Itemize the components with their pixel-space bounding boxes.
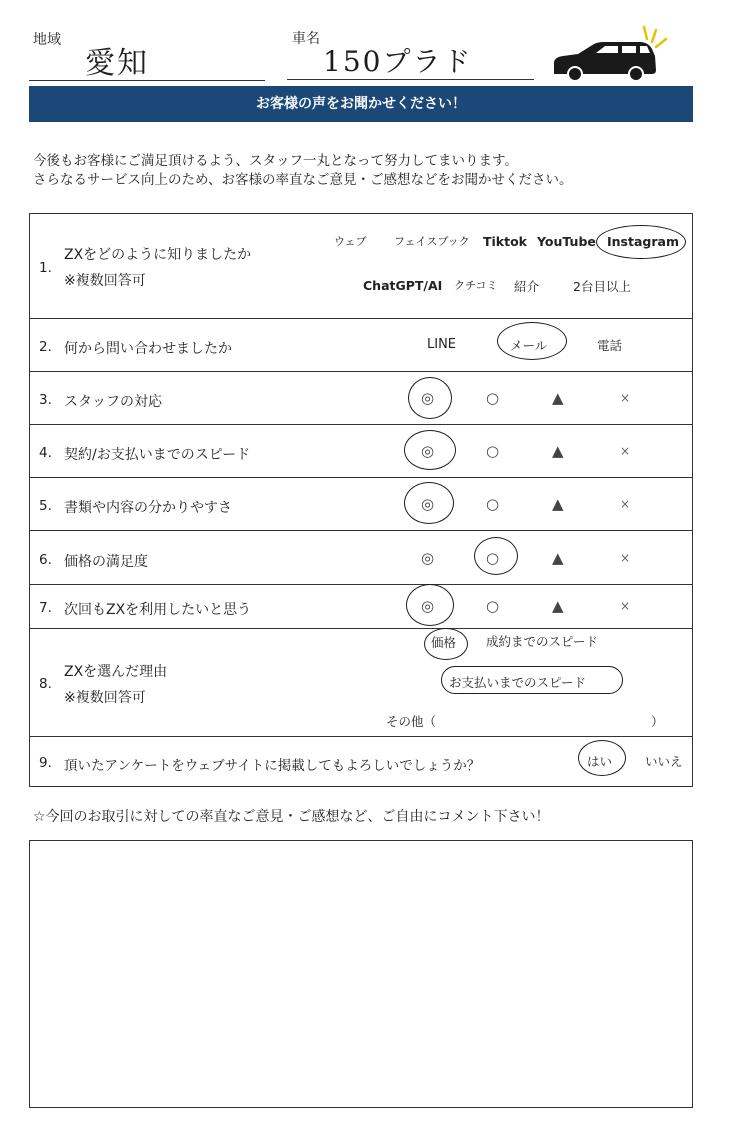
row-divider (29, 628, 693, 629)
q6-rating-good[interactable]: ○ (486, 549, 500, 567)
q6-text: 価格の満足度 (64, 554, 148, 570)
q9-text: 頂いたアンケートをウェブサイトに掲載してもよろしいでしょうか？ (64, 758, 481, 774)
car-underline (287, 79, 534, 80)
q1-option-web[interactable]: ウェブ (334, 235, 367, 248)
q2-selection-circle (497, 322, 567, 360)
row-divider (29, 424, 693, 425)
q6-selection-circle (474, 537, 518, 575)
q4-number: 4. (39, 445, 52, 461)
q8-note: ※複数回答可 (64, 690, 146, 706)
region-underline (29, 80, 265, 81)
q1-option-instagram[interactable]: Instagram (607, 234, 679, 249)
row-divider (29, 371, 693, 372)
q5-selection-circle (404, 482, 454, 524)
car-handwritten-value[interactable]: 150プラド (323, 45, 473, 78)
q7-text: 次回もZXを利用したいと思う (64, 602, 252, 618)
region-label: 地域 (33, 32, 61, 48)
q1-option-introduction[interactable]: 紹介 (514, 279, 540, 294)
q1-note: ※複数回答可 (64, 273, 146, 289)
q8-option-price[interactable]: 価格 (431, 635, 457, 650)
q4-rating-fair[interactable]: ▲ (552, 442, 564, 460)
q5-rating-poor[interactable]: × (620, 497, 631, 511)
car-label: 車名 (292, 31, 320, 47)
q7-rating-poor[interactable]: × (620, 599, 631, 613)
q6-rating-poor[interactable]: × (620, 551, 631, 565)
q3-rating-fair[interactable]: ▲ (552, 389, 564, 407)
region-handwritten-value[interactable]: 愛知 (85, 46, 149, 81)
q8-other-close-paren: ） (651, 714, 664, 729)
q8-text: ZXを選んだ理由 (64, 664, 168, 680)
q8-payment-selection-circle (441, 666, 623, 694)
q8-option-other[interactable]: その他（ (386, 714, 437, 729)
row-divider (29, 736, 693, 737)
q1-selection-circle (596, 225, 686, 259)
q2-option-phone[interactable]: 電話 (597, 338, 623, 353)
q7-rating-fair[interactable]: ▲ (552, 597, 564, 615)
q1-text: ZXをどのように知りましたか (64, 247, 252, 263)
q4-rating-excellent[interactable]: ◎ (421, 442, 435, 460)
q1-option-chatgpt[interactable]: ChatGPT/AI (363, 278, 443, 293)
comment-prompt: ☆今回のお取引に対しての率直なご意見・ご感想など、ご自由にコメント下さい！ (33, 809, 550, 825)
q1-number: 1. (39, 260, 52, 276)
comment-box[interactable] (29, 840, 693, 1108)
q7-rating-good[interactable]: ○ (486, 597, 500, 615)
intro-line-2: さらなるサービス向上のため、お客様の率直なご意見・ご感想などをお聞かせください。 (33, 172, 573, 188)
q2-text: 何から問い合わせましたか (64, 341, 232, 357)
q1-option-kuchikomi[interactable]: クチコミ (454, 279, 498, 292)
q8-number: 8. (39, 676, 52, 692)
q2-option-line[interactable]: LINE (427, 337, 457, 352)
q8-price-selection-circle (424, 628, 468, 660)
row-divider (29, 477, 693, 478)
q7-rating-excellent[interactable]: ◎ (421, 597, 435, 615)
q1-option-tiktok[interactable]: Tiktok (483, 234, 528, 249)
q8-option-payment-speed[interactable]: お支払いまでのスピード (449, 675, 587, 690)
q4-rating-good[interactable]: ○ (486, 442, 500, 460)
q9-selection-circle (578, 740, 626, 776)
intro-line-1: 今後もお客様にご満足頂けるよう、スタッフ一丸となって努力してまいります。 (33, 153, 518, 169)
q1-option-youtube[interactable]: YouTube (537, 234, 596, 249)
q6-rating-fair[interactable]: ▲ (552, 549, 564, 567)
q9-option-yes[interactable]: はい (587, 754, 613, 769)
q5-rating-excellent[interactable]: ◎ (421, 495, 435, 513)
q1-option-facebook[interactable]: フェイスブック (394, 235, 470, 248)
car-icon (548, 22, 688, 86)
q1-option-second-car[interactable]: 2台目以上 (573, 279, 631, 294)
q3-rating-excellent[interactable]: ◎ (421, 389, 435, 407)
q2-option-mail[interactable]: メール (510, 338, 548, 353)
row-divider (29, 584, 693, 585)
q5-text: 書類や内容の分かりやすさ (64, 500, 232, 516)
q3-rating-good[interactable]: ○ (486, 389, 500, 407)
banner-title: お客様の声をお聞かせください！ (29, 86, 693, 122)
q5-rating-good[interactable]: ○ (486, 495, 500, 513)
q4-selection-circle (404, 430, 456, 470)
row-divider (29, 530, 693, 531)
q6-number: 6. (39, 552, 52, 568)
q6-rating-excellent[interactable]: ◎ (421, 549, 435, 567)
q9-number: 9. (39, 755, 52, 771)
q2-number: 2. (39, 339, 52, 355)
q5-rating-fair[interactable]: ▲ (552, 495, 564, 513)
q5-number: 5. (39, 498, 52, 514)
q4-text: 契約/お支払いまでのスピード (64, 447, 251, 463)
q9-option-no[interactable]: いいえ (645, 754, 683, 769)
q7-number: 7. (39, 600, 52, 616)
q3-rating-poor[interactable]: × (620, 391, 631, 405)
q3-text: スタッフの対応 (64, 394, 162, 410)
q4-rating-poor[interactable]: × (620, 444, 631, 458)
q3-number: 3. (39, 392, 52, 408)
q3-selection-circle (408, 377, 452, 419)
q7-selection-circle (406, 584, 454, 626)
q8-option-contract-speed[interactable]: 成約までのスピード (486, 634, 599, 649)
row-divider (29, 318, 693, 319)
